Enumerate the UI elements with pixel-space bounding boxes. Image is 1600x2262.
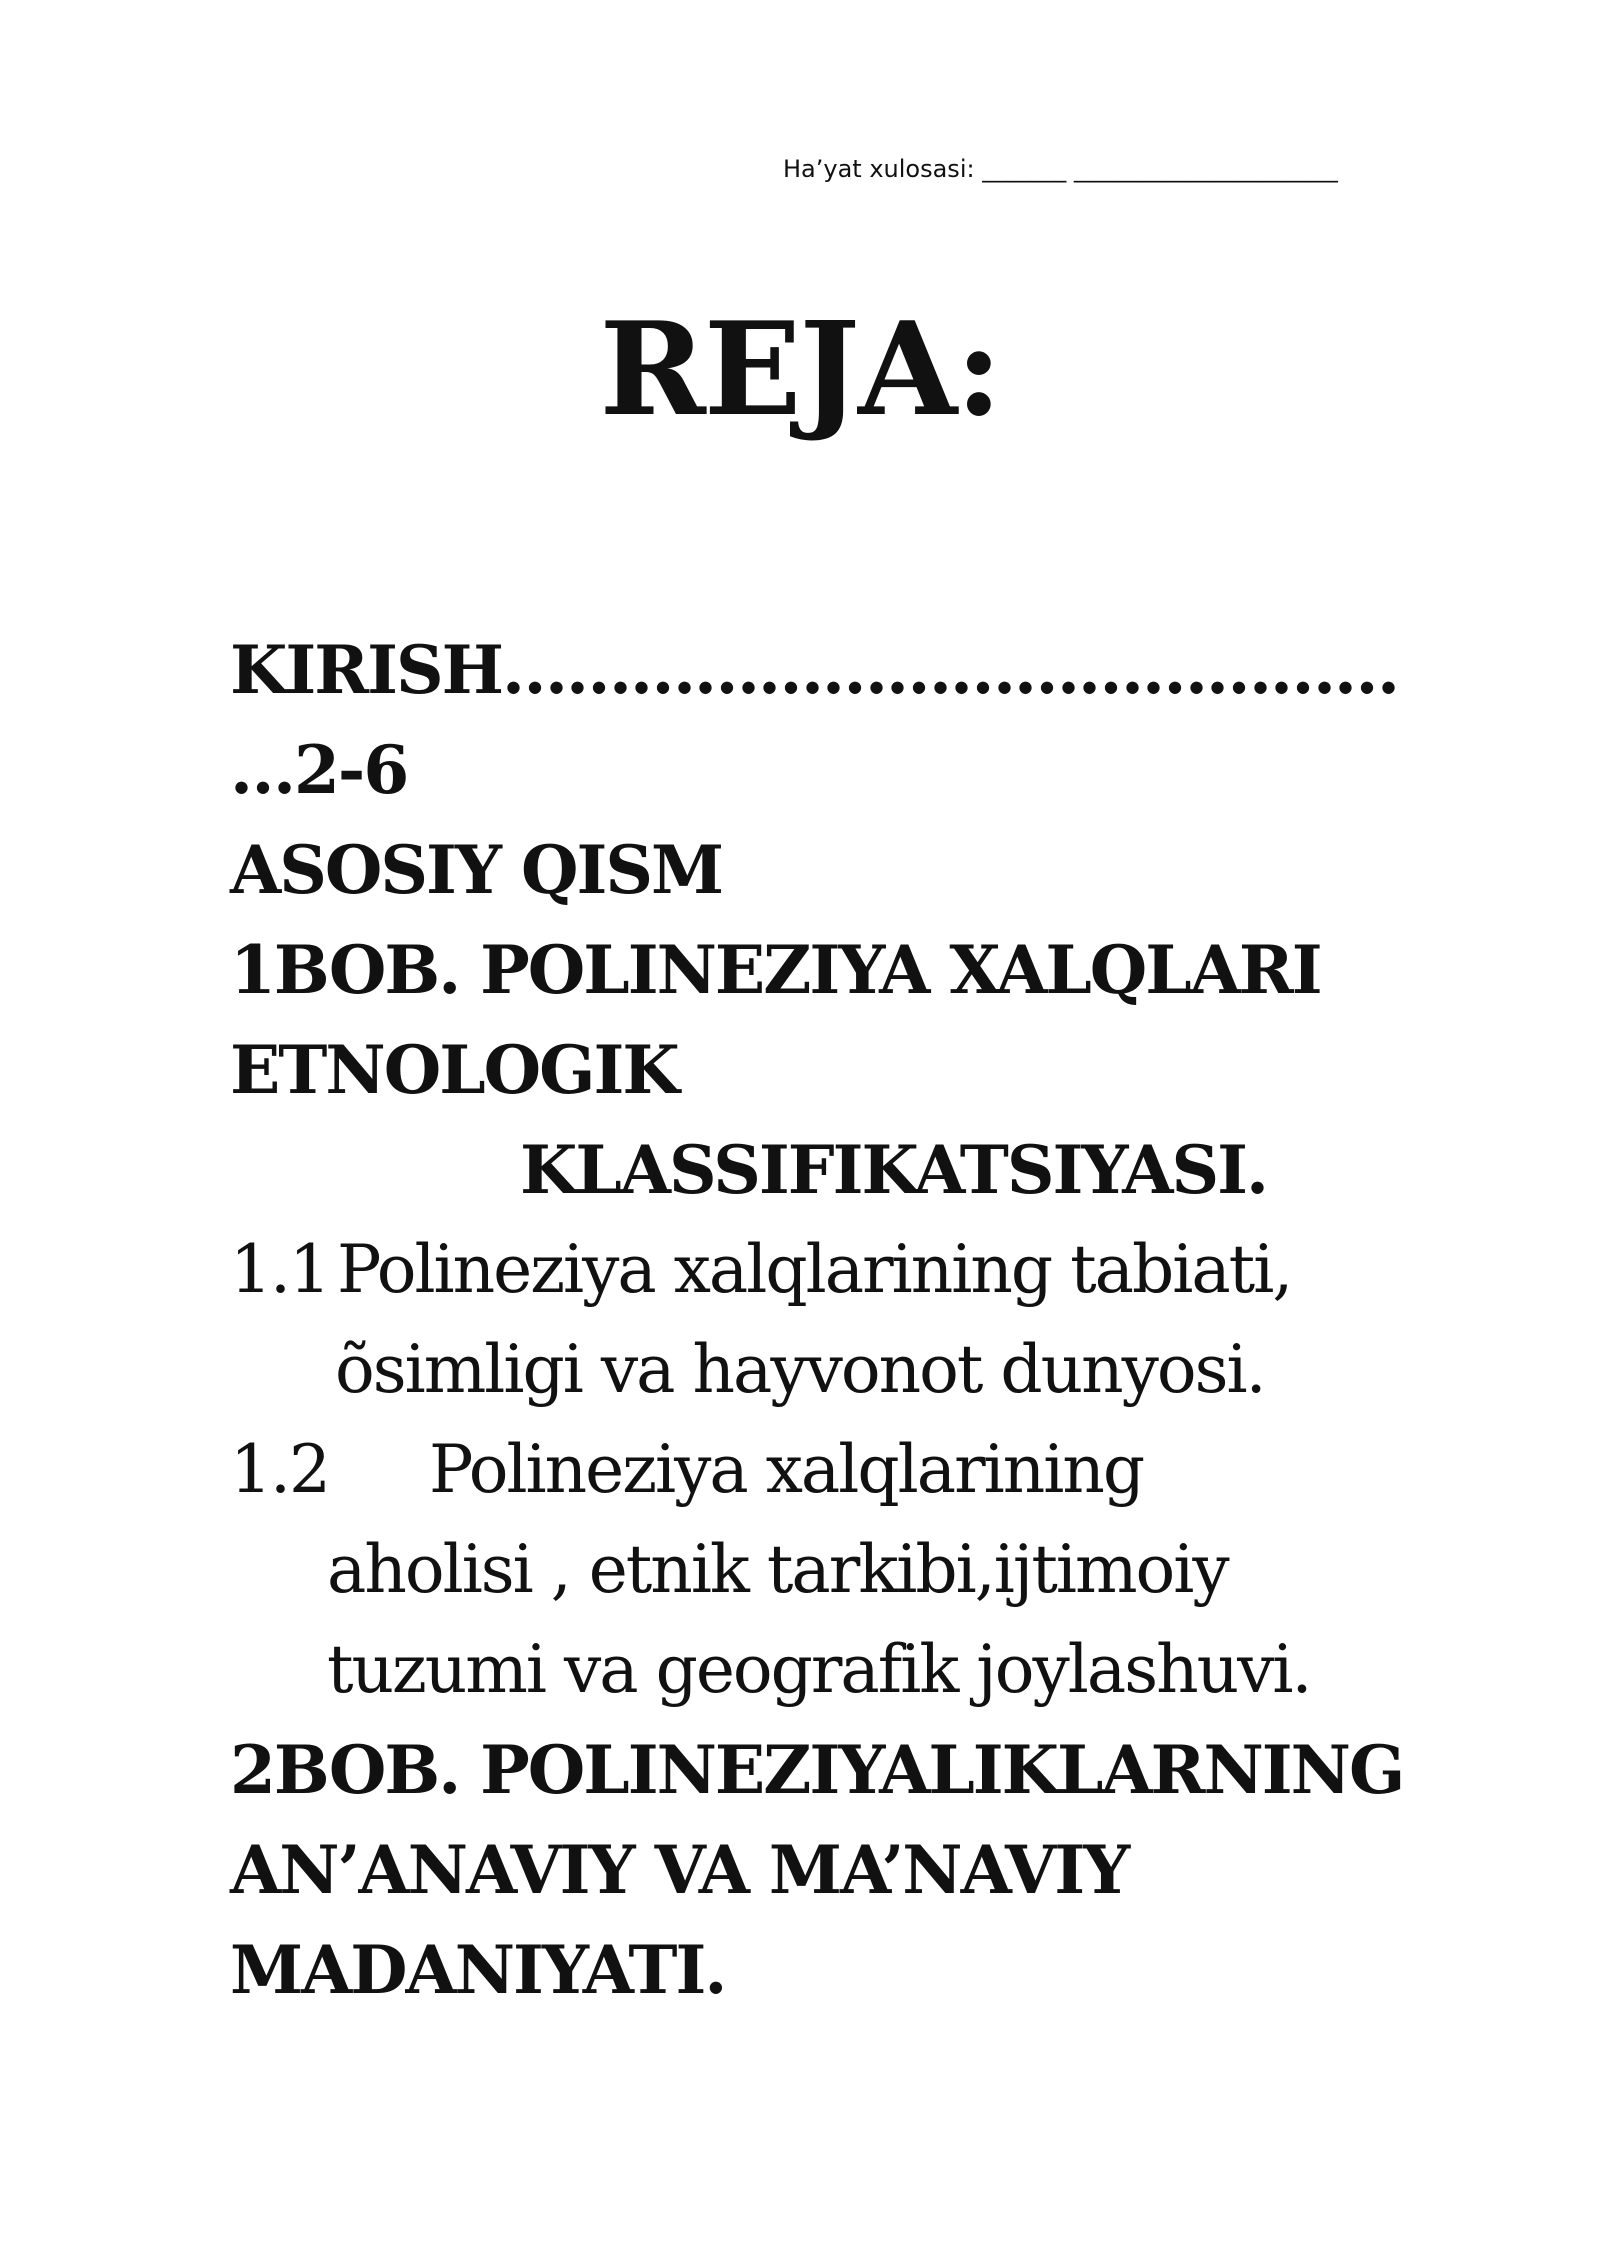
toc-chapter1-line1: 1BOB. POLINEZIYA XALQLARI	[230, 931, 1321, 1009]
toc-section-1-1-title: Polineziya xalqlarining tabiati,	[336, 1231, 1292, 1308]
toc-kirish: KIRISH……………………………………	[230, 631, 1398, 709]
toc-asosiy-qism: ASOSIY QISM	[230, 831, 723, 909]
toc-chapter2-line1: 2BOB. POLINEZIYALIKLARNING	[230, 1731, 1404, 1809]
toc-chapter2-line2: AN’ANAVIY VA MA’NAVIY	[230, 1831, 1129, 1909]
toc-chapter1-line2: ETNOLOGIK	[230, 1031, 678, 1109]
evaluation-blank-long: ______________________	[1073, 155, 1338, 183]
toc-kirish-pages: …2-6	[230, 731, 408, 809]
toc-section-1-1-line2: õsimligi va hayvonot dunyosi.	[335, 1331, 1265, 1408]
toc-section-1-2-title: Polineziya xalqlarining	[428, 1431, 1144, 1508]
toc-section-1-1-line1	[230, 1220, 1430, 1320]
toc-section-1-2-line1	[230, 1420, 1430, 1520]
toc-section-1-2-line3: tuzumi va geografik joylashuvi.	[327, 1631, 1311, 1708]
toc-section-1-1-number: 1.1	[230, 1231, 329, 1308]
evaluation-header	[783, 155, 1338, 183]
page-title: REJA:	[599, 295, 1001, 445]
toc-section-1-2-line2: aholisi , etnik tarkibi,ijtimoiy	[327, 1531, 1228, 1608]
toc-section-1-2-number: 1.2	[230, 1431, 329, 1508]
toc-chapter2-line3: MADANIYATI.	[230, 1931, 726, 2009]
table-of-contents	[230, 620, 1430, 2020]
toc-chapter1-line3: KLASSIFIKATSIYASI.	[520, 1131, 1268, 1209]
evaluation-label: Ha’yat xulosasi:	[783, 155, 975, 183]
evaluation-blank-short: _______	[982, 155, 1067, 183]
